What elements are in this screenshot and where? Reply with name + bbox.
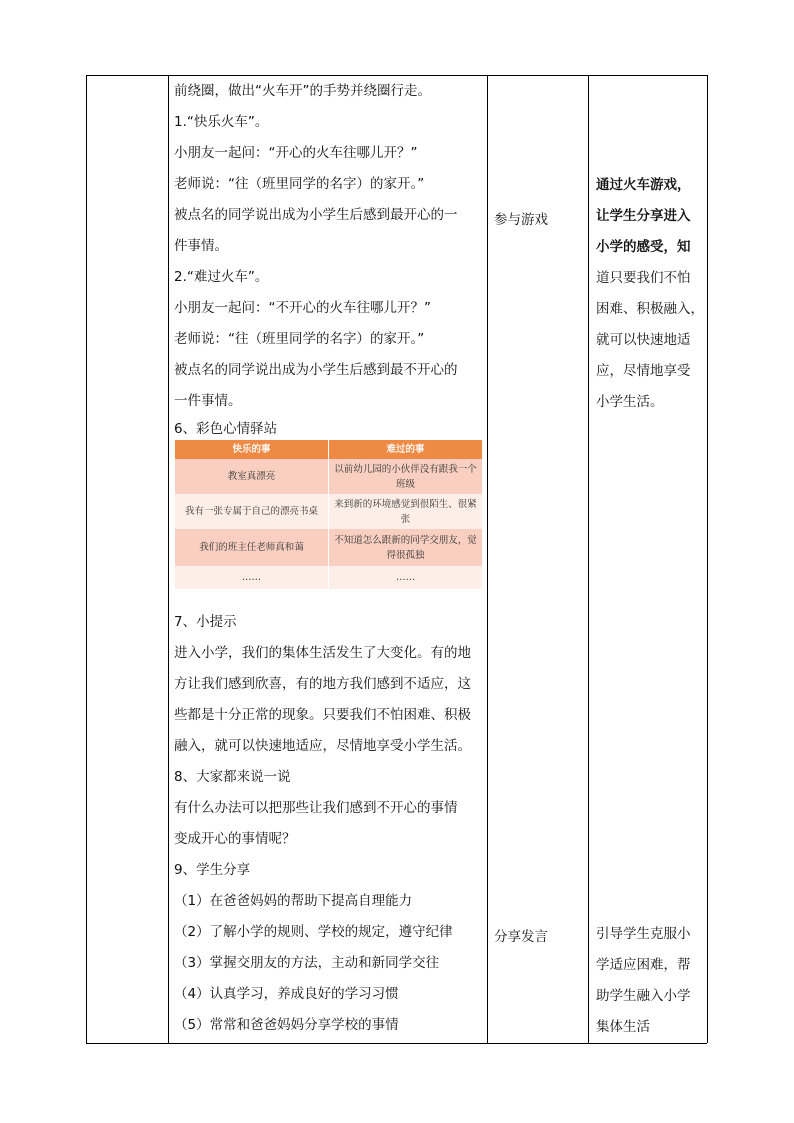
design-purpose-2: [596, 919, 704, 1043]
table-divider-1: [168, 75, 169, 1043]
sad-cell: 来到新的环境感觉到很陌生、很紧张: [328, 494, 482, 529]
sad-cell: 以前幼儿园的小伙伴没有跟我一个班级: [328, 459, 482, 494]
text-line: 前绕圈，做出“火车开”的手势并绕圈行走。: [174, 83, 431, 99]
sad-cell: ……: [328, 566, 482, 589]
purpose-line: 集体生活: [596, 1019, 650, 1035]
student-activity-2: 分享发言: [494, 929, 548, 945]
text-line: 老师说：“往（班里同学的名字）的家开。”: [174, 331, 425, 347]
text-line: 进入小学，我们的集体生活发生了大变化。有的地: [174, 645, 471, 661]
list-item: （5）常常和爸爸妈妈分享学校的事情: [174, 1017, 399, 1033]
purpose-line: 困难、积极融入，: [596, 301, 704, 317]
table-border-left: [86, 75, 87, 1043]
list-item: （3）掌握交朋友的方法，主动和新同学交往: [174, 955, 440, 971]
student-activity-1: 参与游戏: [494, 212, 548, 228]
purpose-line: 小学的感受，知: [596, 239, 691, 255]
sad-cell: 不知道怎么跟新的同学交朋友，觉得很孤独: [328, 529, 482, 566]
purpose-line: 就可以快速地适: [596, 332, 691, 348]
happy-cell: 教室真漂亮: [227, 471, 276, 482]
table-border-bottom: [86, 1043, 707, 1044]
text-line: 融入，就可以快速地适应，尽情地享受小学生活。: [174, 738, 471, 754]
text-line: 被点名的同学说出成为小学生后感到最不开心的: [174, 362, 458, 378]
section-heading: 6、彩色心情驿站: [174, 421, 278, 437]
header-happy: 快乐的事: [232, 444, 271, 455]
table-border-right: [707, 75, 708, 1043]
table-row: [175, 529, 482, 566]
table-row: [175, 459, 482, 494]
list-item: （2）了解小学的规则、学校的规定，遵守纪律: [174, 924, 453, 940]
header-sad: 难过的事: [328, 440, 482, 459]
section-heading: 7、小提示: [174, 614, 237, 630]
table-divider-3: [588, 75, 589, 1043]
happy-cell: ……: [242, 572, 261, 583]
text-line: 2.“难过火车”。: [174, 269, 269, 285]
text-line: 1.“快乐火车”。: [174, 114, 269, 130]
purpose-line: 引导学生克服小: [596, 926, 691, 942]
purpose-line: 学适应困难，帮: [596, 957, 691, 973]
text-line: 小朋友一起问：“不开心的火车往哪儿开？”: [174, 300, 431, 316]
happy-cell: 我们的班主任老师真和蔼: [199, 542, 304, 553]
text-line: 件事情。: [174, 238, 228, 254]
mood-table: [175, 440, 482, 589]
text-line: 些都是十分正常的现象。只要我们不怕困难、积极: [174, 707, 471, 723]
text-line: 方让我们感到欣喜，有的地方我们感到不适应，这: [174, 676, 471, 692]
text-line: 一件事情。: [174, 393, 242, 409]
table-row: [175, 566, 482, 589]
text-line: 小朋友一起问：“开心的火车往哪儿开？”: [174, 145, 418, 161]
purpose-line: 通过火车游戏，: [596, 177, 691, 193]
purpose-line: 道只要我们不怕: [596, 270, 691, 286]
table-row: [175, 494, 482, 529]
purpose-line: 小学生活。: [596, 394, 664, 410]
game-instructions: [174, 76, 486, 417]
text-line: 被点名的同学说出成为小学生后感到最开心的一: [174, 207, 458, 223]
list-item: （4）认真学习，养成良好的学习习惯: [174, 986, 399, 1002]
table-divider-2: [487, 75, 488, 1043]
purpose-line: 助学生融入小学: [596, 988, 691, 1004]
section-heading: 8、大家都来说一说: [174, 769, 291, 785]
happy-cell: 我有一张专属于自己的漂亮书桌: [184, 506, 318, 517]
tips-and-sharing: [174, 607, 486, 1041]
mood-table-header: [175, 440, 482, 459]
text-line: 有什么办法可以把那些让我们感到不开心的事情: [174, 800, 458, 816]
section-6-title: [174, 416, 486, 442]
text-line: 老师说：“往（班里同学的名字）的家开。”: [174, 176, 425, 192]
design-purpose-1: [596, 170, 704, 418]
list-item: （1）在爸爸妈妈的帮助下提高自理能力: [174, 893, 413, 909]
purpose-line: 应，尽情地享受: [596, 363, 691, 379]
text-line: 变成开心的事情呢？: [174, 831, 296, 847]
purpose-line: 让学生分享进入: [596, 208, 691, 224]
section-heading: 9、学生分享: [174, 862, 251, 878]
